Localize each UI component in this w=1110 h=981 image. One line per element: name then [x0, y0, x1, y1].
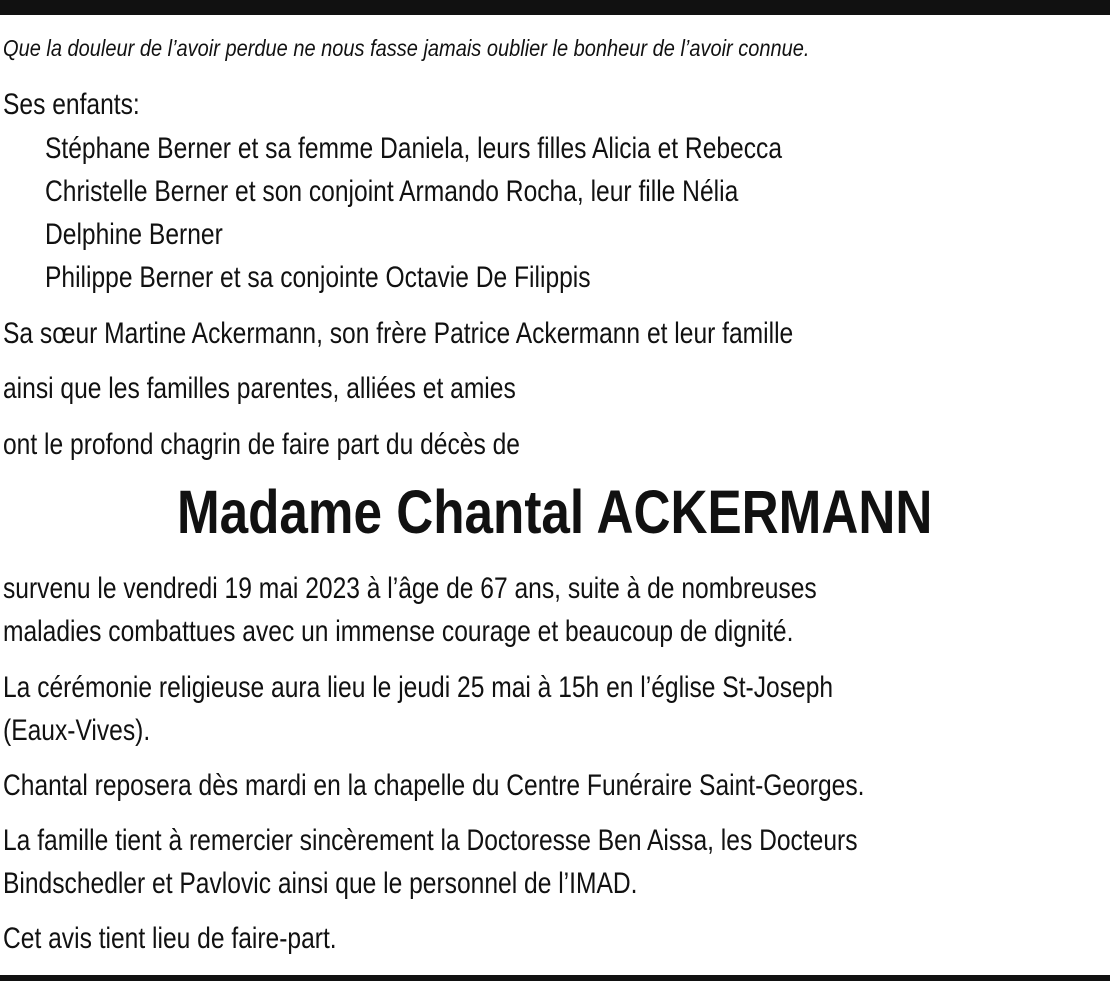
resting-place-line: Chantal reposera dès mardi en la chapelle du Centre Funéraire Saint-Georges.	[3, 769, 865, 802]
child-line: Delphine Berner	[45, 218, 223, 251]
deceased-name-heading	[0, 478, 1110, 546]
child-line: Stéphane Berner et sa femme Daniela, leurs filles Alicia et Rebecca	[45, 132, 783, 165]
ceremony-line: (Eaux-Vives).	[3, 714, 151, 747]
announcement-line: ont le profond chagrin de faire part du décès de	[3, 428, 520, 461]
closing-line: Cet avis tient lieu de faire-part.	[3, 922, 337, 955]
thanks-line: Bindschedler et Pavlovic ainsi que le personnel de l’IMAD.	[3, 867, 638, 900]
thanks-line: La famille tient à remercier sincèrement la Doctoresse Ben Aissa, les Docteurs	[3, 824, 858, 857]
death-details-line: survenu le vendredi 19 mai 2023 à l’âge de 67 ans, suite à de nombreuses	[3, 572, 817, 605]
deceased-name: Madame Chantal ACKERMANN	[177, 478, 933, 546]
relatives-line: ainsi que les familles parentes, alliées et amies	[3, 372, 516, 405]
children-heading: Ses enfants:	[3, 88, 140, 121]
opening-quote: Que la douleur de l’avoir perdue ne nous fasse jamais oublier le bonheur de l’avoir connue.	[3, 35, 810, 61]
death-details-line: maladies combattues avec un immense courage et beaucoup de dignité.	[3, 615, 794, 648]
bottom-border-rule	[0, 975, 1110, 981]
child-line: Philippe Berner et sa conjointe Octavie De Filippis	[45, 261, 591, 294]
siblings-line: Sa sœur Martine Ackermann, son frère Patrice Ackermann et leur famille	[3, 317, 794, 350]
ceremony-line: La cérémonie religieuse aura lieu le jeudi 25 mai à 15h en l’église St-Joseph	[3, 671, 834, 704]
child-line: Christelle Berner et son conjoint Armando Rocha, leur fille Nélia	[45, 175, 739, 208]
